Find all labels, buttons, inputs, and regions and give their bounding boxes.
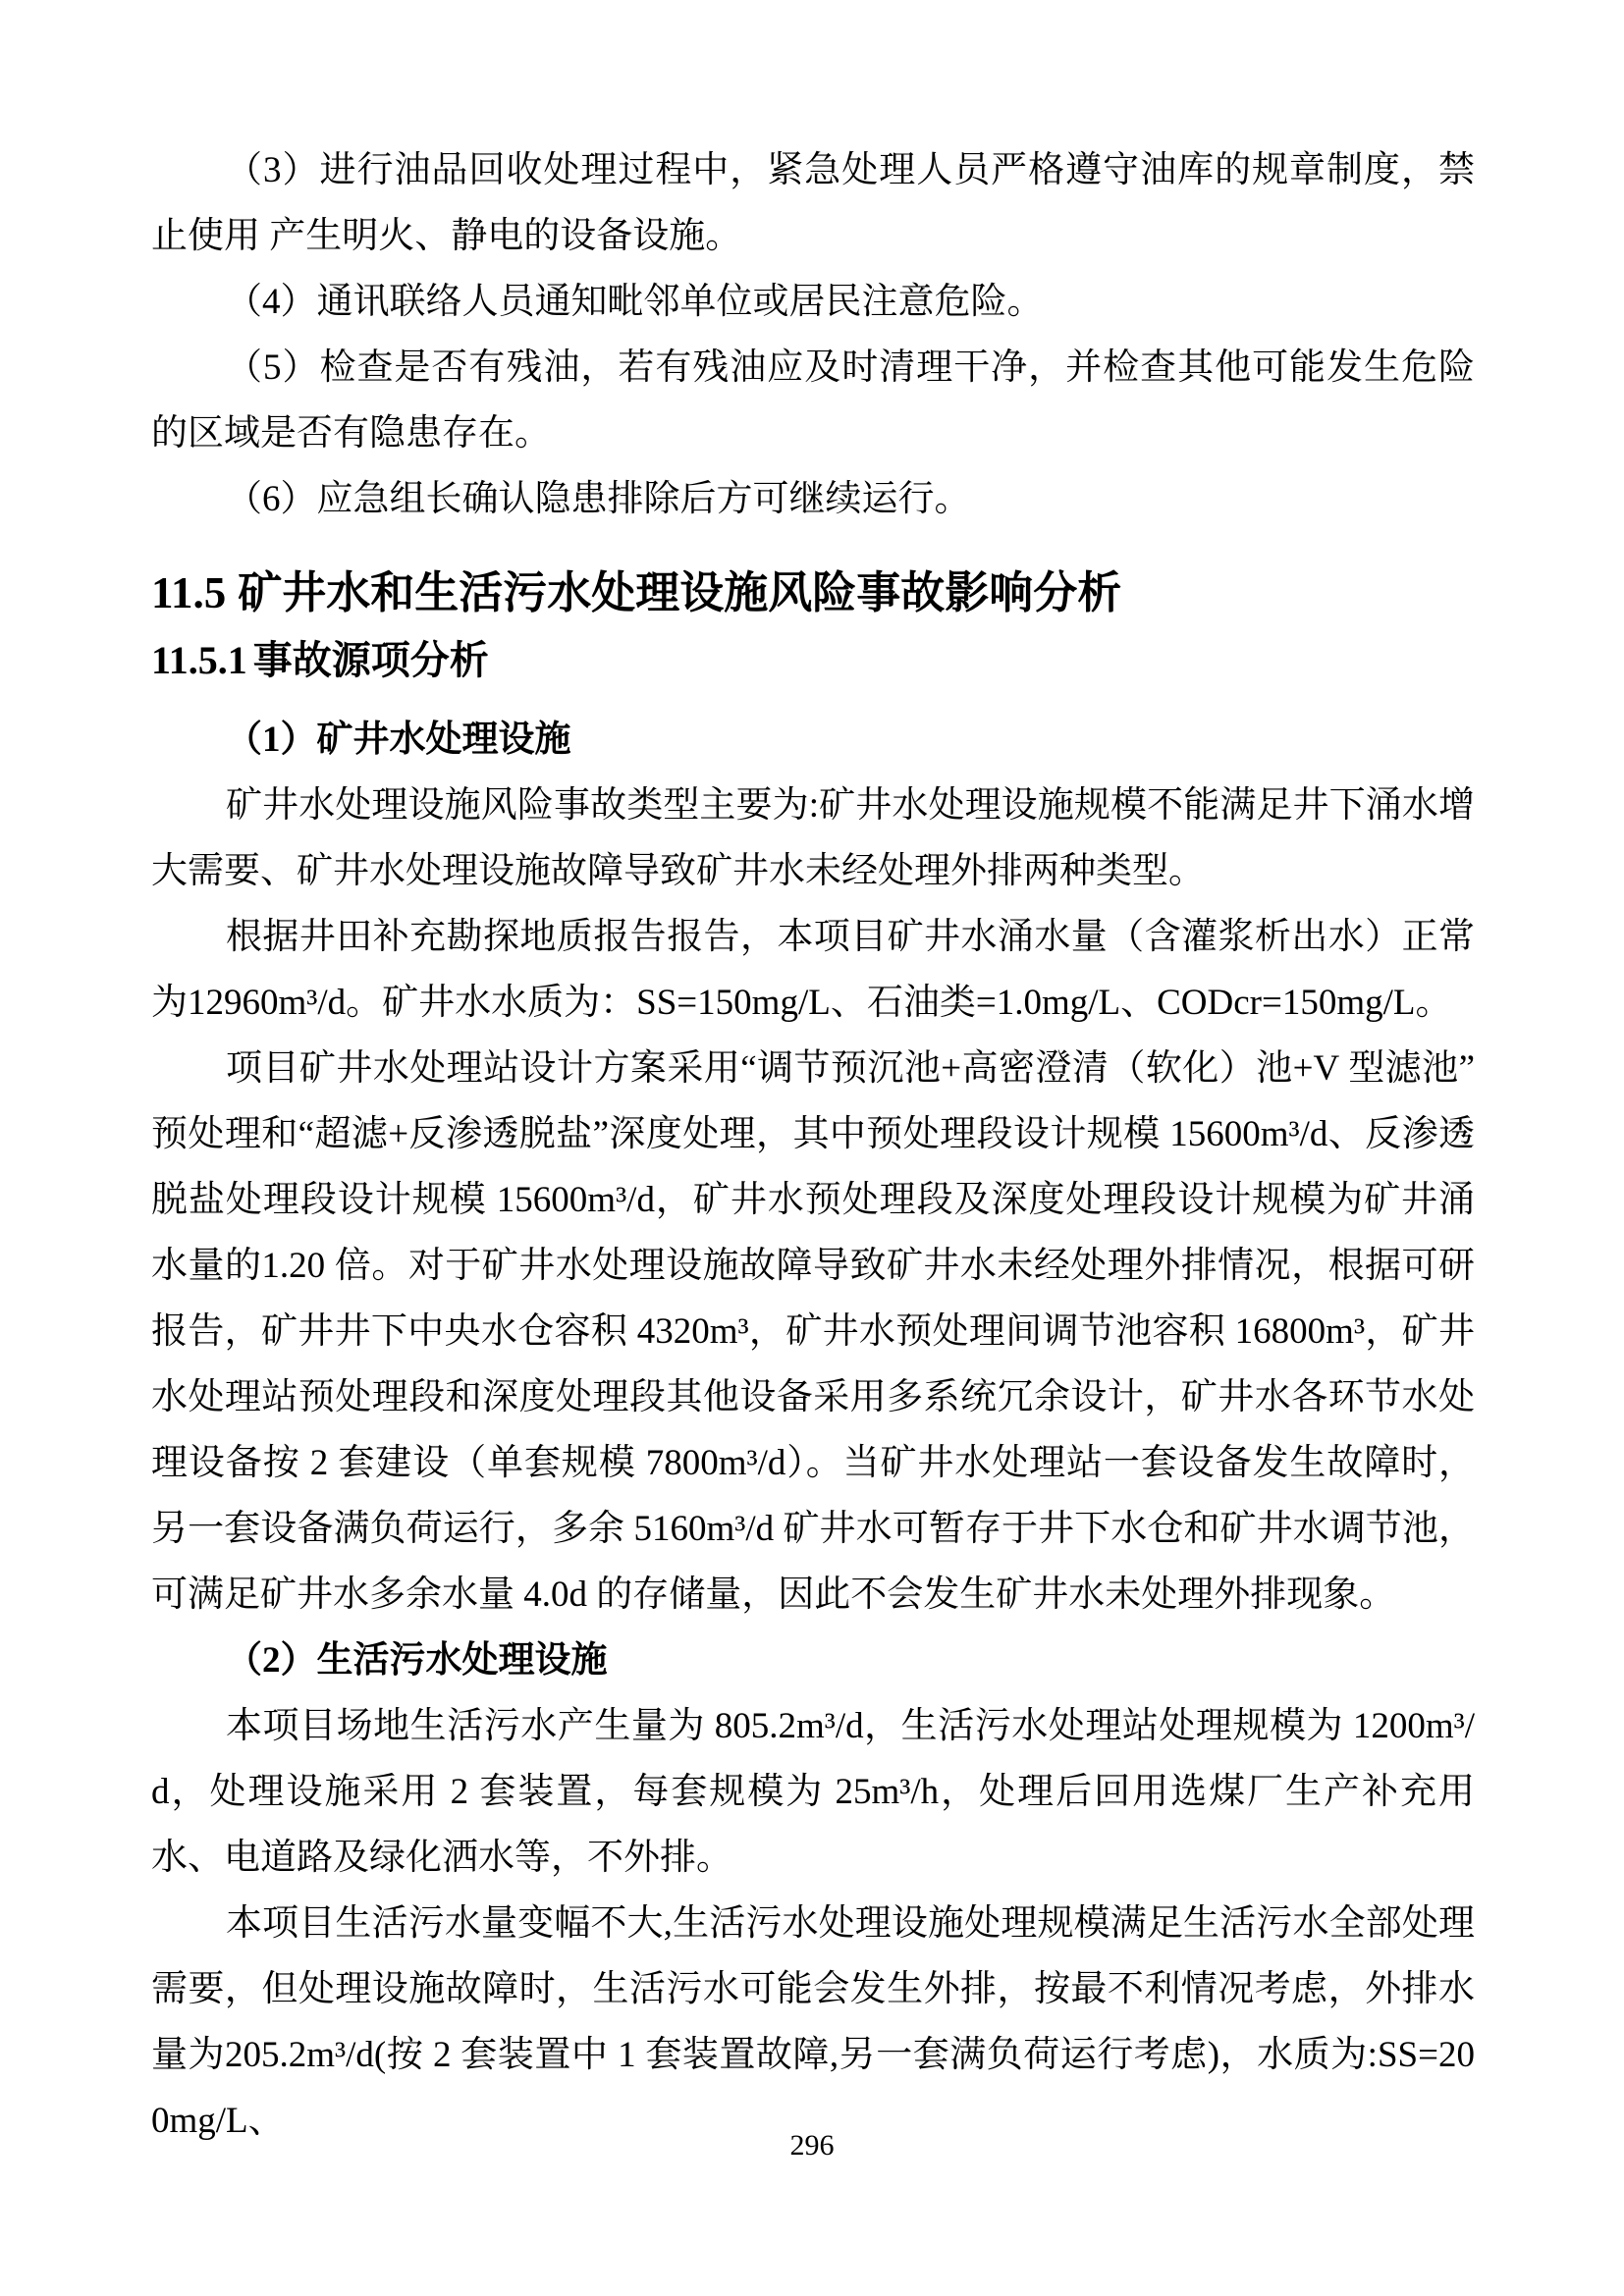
sewage-paragraph-2: 本项目生活污水量变幅不大,生活污水处理设施处理规模满足生活污水全部处理需要，但处理设施故障时，生活污水可能会发生外排，按最不利情况考虑，外排水量为205.2m³/d(按 2 套装置中 1 套装置故障,另一套满负荷运行考虑)，水质为:SS=200mg/L、 xyxy=(151,1903,1475,2142)
numbered-item-3: （3）进行油品回收处理过程中，紧急处理人员严格遵守油库的规章制度，禁止使用 产生明火、静电的设备设施。 xyxy=(151,150,1475,256)
subsection-heading xyxy=(151,636,1475,685)
page-content xyxy=(151,137,1475,2154)
page-number: 296 xyxy=(789,2129,835,2162)
sewage-paragraph-1: 本项目场地生活污水产生量为 805.2m³/d，生活污水处理站处理规模为 1200m³/d，处理设施采用 2 套装置，每套规模为 25m³/h，处理后回用选煤厂生产补充用水、电道路及绿化洒水等，不外排。 xyxy=(151,1706,1475,1879)
mine-water-paragraph-3: 项目矿井水处理站设计方案采用“调节预沉池+高密澄清（软化）池+V 型滤池”预处理和“超滤+反渗透脱盐”深度处理，其中预处理段设计规模 15600m³/d、反渗透脱盐处理段设计规模 15600m³/d，矿井水预处理段及深度处理段设计规模为矿井涌水量的1.20 倍。对于矿井水处理设施故障导致矿井水未经处理外排情况，根据可研报告，矿井井下中央水仓容积 4320m³，矿井水预处理间调节池容积 16800m³，矿井水处理站预处理段和深度处理段其他设备采用多系统冗余设计，矿井水各环节水处理设备按 2 套建设（单套规模 7800m³/d）。当矿井水处理站一套设备发生故障时，另一套设备满负荷运行，多余 5160m³/d 矿井水可暂存于井下水仓和矿井水调节池，可满足矿井水多余水量 4.0d 的存储量，因此不会发生矿井水未处理外排现象。 xyxy=(151,1048,1475,1616)
mine-water-subheading: （1）矿井水处理设施 xyxy=(226,720,571,761)
subsection-title: 事故源项分析 xyxy=(252,638,489,683)
section-number: 11.5 xyxy=(151,568,227,617)
page-footer xyxy=(0,2131,1624,2161)
mine-water-paragraph-1: 矿井水处理设施风险事故类型主要为:矿井水处理设施规模不能满足井下涌水增大需要、矿井水处理设施故障导致矿井水未经处理外排两种类型。 xyxy=(151,785,1475,892)
mine-water-paragraph-2: 根据井田补充勘探地质报告报告，本项目矿井水涌水量（含灌浆析出水）正常为12960m³/d。矿井水水质为：SS=150mg/L、石油类=1.0mg/L、CODcr=150mg/L。 xyxy=(151,917,1475,1024)
subsection-number: 11.5.1 xyxy=(151,638,247,683)
numbered-item-5: （5）检查是否有残油，若有残油应及时清理干净，并检查其他可能发生危险的区域是否有隐患存在。 xyxy=(151,347,1475,454)
section-heading xyxy=(151,565,1475,620)
numbered-item-6: （6）应急组长确认隐患排除后方可继续运行。 xyxy=(226,479,971,519)
numbered-item-4: （4）通讯联络人员通知毗邻单位或居民注意危险。 xyxy=(226,282,1044,322)
sewage-subheading: （2）生活污水处理设施 xyxy=(226,1640,608,1682)
section-title: 矿井水和生活污水处理设施风险事故影响分析 xyxy=(238,568,1122,617)
